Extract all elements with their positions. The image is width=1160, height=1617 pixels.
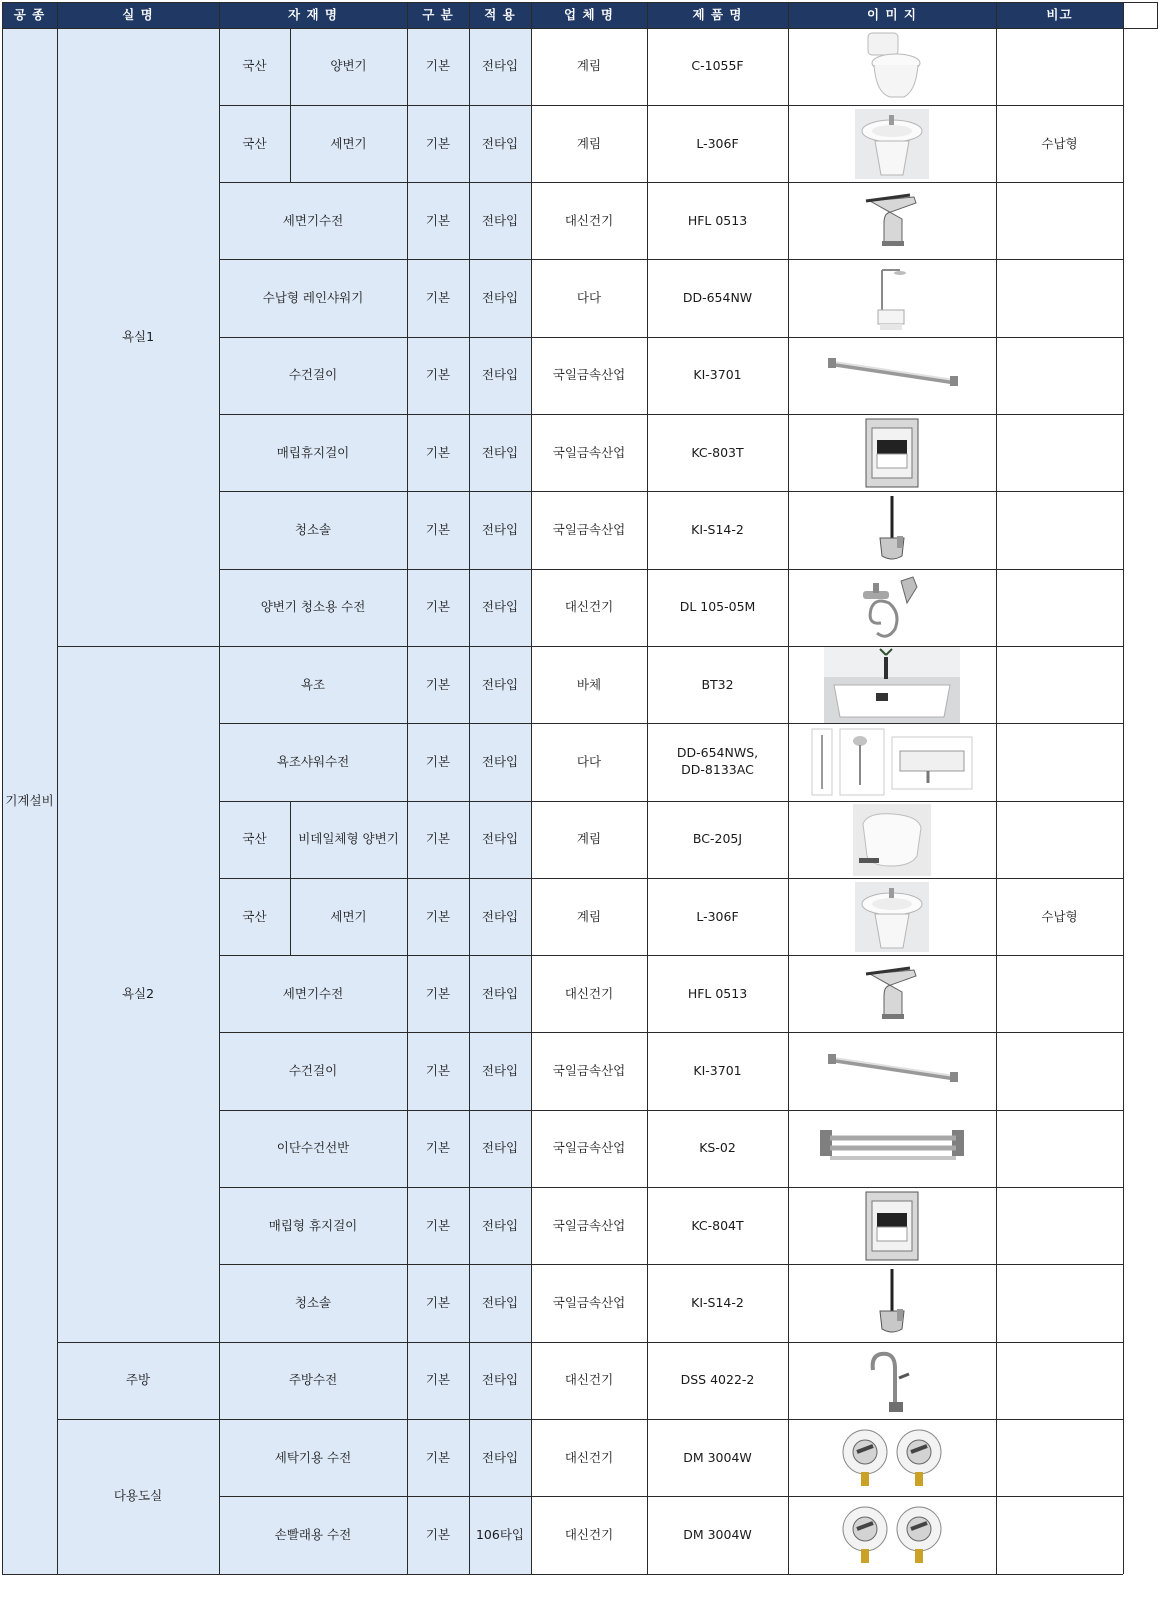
- material-name-cell: 매립휴지걸이: [219, 415, 407, 492]
- category-cell: 기본: [407, 1265, 469, 1342]
- grid-line: [1123, 2, 1124, 1574]
- product-code-cell: DM 3004W: [647, 1419, 788, 1496]
- room-cell: 주방: [57, 1342, 219, 1419]
- material-name-cell: 세면기수전: [219, 956, 407, 1033]
- apply-cell: 전타입: [469, 1110, 531, 1187]
- company-cell: 국일금속산업: [531, 492, 647, 569]
- material-name-cell: 세면기: [290, 105, 407, 182]
- grid-line: [219, 259, 1123, 260]
- company-cell: 다다: [531, 724, 647, 801]
- company-cell: 국일금속산업: [531, 1188, 647, 1265]
- remark-cell: [996, 1497, 1123, 1574]
- apply-cell: 전타입: [469, 1188, 531, 1265]
- header-apply: 적 용: [469, 2, 531, 28]
- remark-cell: [996, 1265, 1123, 1342]
- apply-cell: 전타입: [469, 646, 531, 723]
- product-image-cell: [788, 28, 996, 105]
- material-name-cell: 세탁기용 수전: [219, 1419, 407, 1496]
- material-name-cell: 손빨래용 수전: [219, 1497, 407, 1574]
- remark-cell: 수납형: [996, 878, 1123, 955]
- grid-line: [2, 28, 1158, 29]
- product-image-cell: [788, 569, 996, 646]
- remark-cell: [996, 724, 1123, 801]
- category-cell: 기본: [407, 1342, 469, 1419]
- apply-cell: 전타입: [469, 28, 531, 105]
- category-cell: 기본: [407, 878, 469, 955]
- apply-cell: 전타입: [469, 1342, 531, 1419]
- header-material: 자 재 명: [219, 2, 407, 28]
- grid-line: [219, 1032, 1123, 1033]
- paper-holder-icon: [788, 415, 996, 492]
- grid-line: [2, 2, 1158, 3]
- material-name-cell: 세면기: [290, 878, 407, 955]
- material-name-cell: 이단수건선반: [219, 1110, 407, 1187]
- rain-shower-icon: [788, 260, 996, 337]
- remark-cell: [996, 183, 1123, 260]
- washer-valve-icon: [788, 1419, 996, 1496]
- basin-faucet-icon: [788, 183, 996, 260]
- category-cell: 기본: [407, 337, 469, 414]
- apply-cell: 106타입: [469, 1497, 531, 1574]
- grid-line: [219, 878, 1123, 879]
- work-type-cell: 기계설비: [2, 28, 57, 1574]
- grid-line: [290, 801, 291, 878]
- origin-cell: 국산: [219, 105, 290, 182]
- paper-holder-icon: [788, 1188, 996, 1265]
- bidet-sprayer-icon: [788, 569, 996, 646]
- apply-cell: 전타입: [469, 1265, 531, 1342]
- grid-line: [57, 2, 58, 1574]
- product-code-cell: KI-3701: [647, 337, 788, 414]
- header-spacer: [1123, 2, 1158, 28]
- category-cell: 기본: [407, 801, 469, 878]
- product-code-cell: L-306F: [647, 105, 788, 182]
- product-image-cell: [788, 1419, 996, 1496]
- company-cell: 계림: [531, 105, 647, 182]
- product-code-cell: KI-S14-2: [647, 492, 788, 569]
- material-name-cell: 주방수전: [219, 1342, 407, 1419]
- category-cell: 기본: [407, 1033, 469, 1110]
- product-image-cell: [788, 646, 996, 723]
- room-cell: 욕실2: [57, 646, 219, 1342]
- towel-bar-icon: [788, 337, 996, 414]
- material-name-cell: 수건걸이: [219, 337, 407, 414]
- toilet-brush-icon: [788, 1265, 996, 1342]
- category-cell: 기본: [407, 1188, 469, 1265]
- header-company: 업 체 명: [531, 2, 647, 28]
- grid-line: [219, 1110, 1123, 1111]
- grid-line: [996, 2, 997, 1574]
- bath-shower-set-icon: [788, 724, 996, 801]
- category-cell: 기본: [407, 646, 469, 723]
- washer-valve-icon: [788, 1497, 996, 1574]
- product-code-cell: DD-654NWS, DD-8133AC: [647, 724, 788, 801]
- product-code-cell: DL 105-05M: [647, 569, 788, 646]
- category-cell: 기본: [407, 28, 469, 105]
- company-cell: 계림: [531, 801, 647, 878]
- header-product: 제 품 명: [647, 2, 788, 28]
- company-cell: 대신건기: [531, 183, 647, 260]
- grid-line: [647, 2, 648, 1574]
- origin-cell: 국산: [219, 878, 290, 955]
- header-room: 실 명: [57, 2, 219, 28]
- remark-cell: [996, 260, 1123, 337]
- header-category: 구 분: [407, 2, 469, 28]
- product-code-cell: HFL 0513: [647, 183, 788, 260]
- remark-cell: [996, 492, 1123, 569]
- product-image-cell: [788, 724, 996, 801]
- grid-line: [2, 2, 3, 1574]
- remark-cell: [996, 415, 1123, 492]
- product-code-cell: KC-804T: [647, 1188, 788, 1265]
- remark-cell: [996, 646, 1123, 723]
- company-cell: 국일금속산업: [531, 415, 647, 492]
- product-code-cell: DSS 4022-2: [647, 1342, 788, 1419]
- grid-line: [469, 2, 470, 1574]
- remark-cell: [996, 1110, 1123, 1187]
- header-remark: 비고: [996, 2, 1123, 28]
- product-code-cell: L-306F: [647, 878, 788, 955]
- product-image-cell: [788, 1110, 996, 1187]
- grid-line: [219, 801, 1123, 802]
- material-name-cell: 수납형 레인샤워기: [219, 260, 407, 337]
- grid-line: [219, 1187, 1123, 1188]
- company-cell: 대신건기: [531, 1342, 647, 1419]
- grid-line: [219, 414, 1123, 415]
- material-name-cell: 양변기 청소용 수전: [219, 569, 407, 646]
- remark-cell: [996, 956, 1123, 1033]
- company-cell: 국일금속산업: [531, 337, 647, 414]
- grid-line: [219, 955, 1123, 956]
- spec-table: [2, 2, 1158, 1615]
- grid-line: [219, 182, 1123, 183]
- room-cell: 욕실1: [57, 28, 219, 646]
- kitchen-faucet-icon: [788, 1342, 996, 1419]
- basin-faucet-icon: [788, 956, 996, 1033]
- company-cell: 국일금속산업: [531, 1265, 647, 1342]
- grid-line: [2, 1574, 1123, 1575]
- remark-cell: [996, 569, 1123, 646]
- header-image: 이 미 지: [788, 2, 996, 28]
- company-cell: 계림: [531, 28, 647, 105]
- apply-cell: 전타입: [469, 260, 531, 337]
- grid-line: [219, 1496, 1123, 1497]
- product-code-cell: KI-S14-2: [647, 1265, 788, 1342]
- grid-line: [407, 2, 408, 1574]
- product-image-cell: [788, 878, 996, 955]
- room-cell: 다용도실: [57, 1419, 219, 1574]
- company-cell: 대신건기: [531, 956, 647, 1033]
- category-cell: 기본: [407, 105, 469, 182]
- apply-cell: 전타입: [469, 569, 531, 646]
- product-code-cell: KS-02: [647, 1110, 788, 1187]
- company-cell: 국일금속산업: [531, 1033, 647, 1110]
- material-name-cell: 양변기: [290, 28, 407, 105]
- grid-line: [57, 646, 1123, 647]
- apply-cell: 전타입: [469, 337, 531, 414]
- remark-cell: [996, 801, 1123, 878]
- product-code-cell: DM 3004W: [647, 1497, 788, 1574]
- product-image-cell: [788, 1342, 996, 1419]
- category-cell: 기본: [407, 415, 469, 492]
- material-name-cell: 욕조: [219, 646, 407, 723]
- grid-line: [219, 1264, 1123, 1265]
- towel-bar-icon: [788, 1033, 996, 1110]
- product-image-cell: [788, 801, 996, 878]
- product-image-cell: [788, 415, 996, 492]
- company-cell: 대신건기: [531, 1497, 647, 1574]
- product-code-cell: C-1055F: [647, 28, 788, 105]
- company-cell: 다다: [531, 260, 647, 337]
- apply-cell: 전타입: [469, 183, 531, 260]
- material-name-cell: 청소솔: [219, 492, 407, 569]
- product-image-cell: [788, 1188, 996, 1265]
- grid-line: [219, 2, 220, 1574]
- washbasin-icon: [788, 878, 996, 955]
- grid-line: [788, 2, 789, 1574]
- towel-shelf-icon: [788, 1110, 996, 1187]
- apply-cell: 전타입: [469, 956, 531, 1033]
- product-image-cell: [788, 956, 996, 1033]
- product-image-cell: [788, 492, 996, 569]
- grid-line: [57, 1419, 1123, 1420]
- material-name-cell: 비데일체형 양변기: [290, 801, 407, 878]
- remark-cell: [996, 1188, 1123, 1265]
- company-cell: 국일금속산업: [531, 1110, 647, 1187]
- grid-line: [531, 2, 532, 1574]
- grid-line: [219, 491, 1123, 492]
- grid-line: [219, 569, 1123, 570]
- grid-line: [57, 1342, 1123, 1343]
- apply-cell: 전타입: [469, 801, 531, 878]
- product-code-cell: BC-205J: [647, 801, 788, 878]
- material-name-cell: 욕조샤워수전: [219, 724, 407, 801]
- category-cell: 기본: [407, 724, 469, 801]
- apply-cell: 전타입: [469, 105, 531, 182]
- product-image-cell: [788, 260, 996, 337]
- category-cell: 기본: [407, 1110, 469, 1187]
- grid-line: [290, 28, 291, 105]
- apply-cell: 전타입: [469, 724, 531, 801]
- category-cell: 기본: [407, 1497, 469, 1574]
- category-cell: 기본: [407, 183, 469, 260]
- bathtub-icon: [788, 646, 996, 723]
- grid-line: [1157, 2, 1158, 28]
- material-name-cell: 수건걸이: [219, 1033, 407, 1110]
- bidet-toilet-icon: [788, 801, 996, 878]
- product-code-cell: KI-3701: [647, 1033, 788, 1110]
- remark-cell: [996, 1033, 1123, 1110]
- category-cell: 기본: [407, 492, 469, 569]
- company-cell: 계림: [531, 878, 647, 955]
- grid-line: [290, 105, 291, 182]
- apply-cell: 전타입: [469, 878, 531, 955]
- washbasin-icon: [788, 105, 996, 182]
- remark-cell: 수납형: [996, 105, 1123, 182]
- product-image-cell: [788, 1265, 996, 1342]
- grid-line: [290, 878, 291, 955]
- product-code-cell: KC-803T: [647, 415, 788, 492]
- remark-cell: [996, 1342, 1123, 1419]
- company-cell: 대신건기: [531, 569, 647, 646]
- apply-cell: 전타입: [469, 415, 531, 492]
- product-code-cell: BT32: [647, 646, 788, 723]
- apply-cell: 전타입: [469, 492, 531, 569]
- product-image-cell: [788, 183, 996, 260]
- apply-cell: 전타입: [469, 1419, 531, 1496]
- grid-line: [219, 337, 1123, 338]
- product-image-cell: [788, 1497, 996, 1574]
- toilet-brush-icon: [788, 492, 996, 569]
- grid-line: [219, 723, 1123, 724]
- product-image-cell: [788, 105, 996, 182]
- material-name-cell: 매립형 휴지걸이: [219, 1188, 407, 1265]
- product-image-cell: [788, 1033, 996, 1110]
- product-image-cell: [788, 337, 996, 414]
- remark-cell: [996, 28, 1123, 105]
- category-cell: 기본: [407, 569, 469, 646]
- material-name-cell: 청소솔: [219, 1265, 407, 1342]
- company-cell: 바체: [531, 646, 647, 723]
- remark-cell: [996, 1419, 1123, 1496]
- toilet-icon: [788, 28, 996, 105]
- header-work-type: 공 종: [2, 2, 57, 28]
- origin-cell: 국산: [219, 801, 290, 878]
- grid-line: [219, 105, 1123, 106]
- category-cell: 기본: [407, 260, 469, 337]
- company-cell: 대신건기: [531, 1419, 647, 1496]
- product-code-cell: DD-654NW: [647, 260, 788, 337]
- origin-cell: 국산: [219, 28, 290, 105]
- product-code-cell: HFL 0513: [647, 956, 788, 1033]
- apply-cell: 전타입: [469, 1033, 531, 1110]
- remark-cell: [996, 337, 1123, 414]
- material-name-cell: 세면기수전: [219, 183, 407, 260]
- category-cell: 기본: [407, 1419, 469, 1496]
- category-cell: 기본: [407, 956, 469, 1033]
